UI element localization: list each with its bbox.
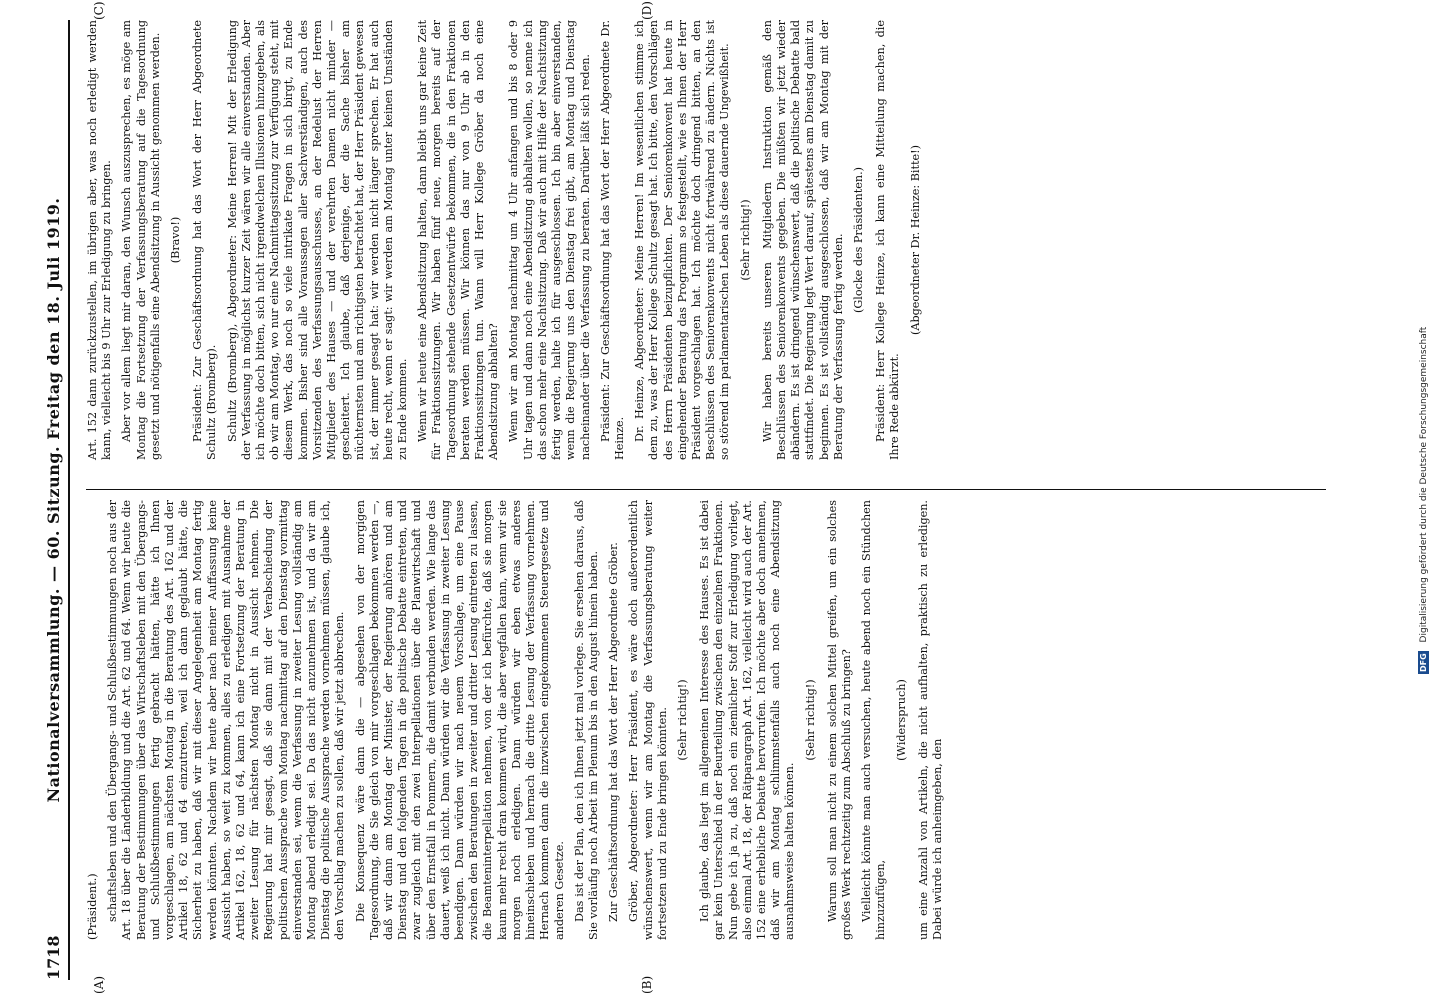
interjection: (Sehr richtig!) (803, 679, 817, 761)
paragraph: Dr. Heinze, Abgeordneter: Meine Herren! Im wesentlichen stimme ich dem zu, was der Herr Kollege Schultz gesagt hat. Ich bitte, den Vorschlägen des Herrn Präsidenten beizupflichten. Der Seniorenkonvent hat heute in eingehender Beratung das Programm so festgestellt, wie es Ihnen der Herr Präsident vorgeschlagen hat. Ich möchte doch dringend bitten, an den Beschlüssen des Seniorenkonvents nicht fortwährend zu ändern. Nichts ist so störend im parlamentarischen Leben als diese dauernde Ungewißheit. (633, 20, 732, 460)
paragraph: Aber vor allem liegt mir daran, den Wunsch auszusprechen, es möge am Montag die Fortsetzung der Verfassungsberatung auf die Tagesordnung gesetzt und nötigenfalls eine Abendsitzung in Aussicht genommen werden. (120, 20, 162, 460)
paragraph: Das ist der Plan, den ich Ihnen jetzt mal vorlege. Sie ersehen daraus, daß Sie vorläufig noch Arbeit im Plenum bis in den August hinein haben. (572, 500, 600, 940)
right-column (86, 20, 1326, 460)
paragraph: Präsident: Zur Geschäftsordnung hat das Wort der Herr Abgeordnete Schultz (Bromberg). (191, 20, 219, 460)
paragraph: Vielleicht könnte man auch versuchen, heute abend noch ein Stündchen hinzuzufügen, (860, 500, 888, 940)
margin-marker-c: (C) (92, 1, 106, 20)
interjection: (Bravo!) (169, 216, 183, 264)
paragraph: Ich glaube, das liegt im allgemeinen Interesse des Hauses. Es ist dabei gar kein Unterschied in der Beurteilung zwischen den einzelnen Fraktionen. Nun gebe ich ja zu, daß noch ein ziemlicher Stoff zur Erledigung vorliegt, also einmal Art. 18, der Rätparagraph Art. 162, vielleicht wird auch der Art. 152 eine erhebliche Debatte hervorrufen. Ich möchte aber doch annehmen, daß wir am Montag schlimmstenfalls auch noch eine Abendsitzung ausnahmsweise halten können. (698, 500, 797, 940)
left-column (86, 500, 1326, 940)
interjection: (Sehr richtig!) (675, 679, 689, 761)
header-rule (68, 20, 70, 980)
dfg-logo: DFG (1419, 652, 1428, 672)
page-title: Nationalversammlung. — 60. Sitzung. Freitag den 18. Juli 1919. (44, 197, 63, 803)
column-separator (86, 489, 1326, 490)
interjection: (Glocke des Präsidenten.) (851, 167, 865, 314)
paragraph: Die Konsequenz wäre dann die — abgesehen von der morgigen Tagesordnung, die Sie gleich von mir vorgeschlagen bekommen werden —, daß wir dann am Montag der Minister, der Regierung anhören und am Dienstag und den folgenden Tagen in die politische Debatte eintreten, und zwar zugleich mit den zwei Interpellationen über die Planwirtschaft und über den Ernstfall in Pommern, die damit verbunden werden. Wie lange das dauert, weiß ich nicht. Dann würden wir die Verfassung in zweiter Lesung beendigen. Dann würden wir nach neuem Vorschlage, um eine Pause zwischen den Beratungen in zweiter und dritter Lesung eintreten zu lassen, die Beamteninterpellation nehmen, von der ich befürchte, daß sie morgen kaum mehr recht dran kommen wird, die aber wegfallen kann, wenn wir sie morgen noch erledigen. Dann würden wir eben etwas anderes hineinschieben und hernach die dritte Lesung der Verfassung vornehmen. Hernach kommen dann die inzwischen eingekommenen Steuergesetze und anderen Gesetze. (353, 500, 566, 940)
paragraph: (Präsident.) (86, 873, 99, 940)
digitization-text: Digitalisierung gefördert durch die Deutsche Forschungsgemeinschaft (1419, 326, 1429, 643)
margin-marker-b: (B) (640, 975, 654, 994)
paragraph: Zur Geschäftsordnung hat das Wort der Herr Abgeordnete Gröber. (607, 542, 621, 922)
page-number: 1718 (44, 935, 63, 980)
paragraph: Schultz (Bromberg), Abgeordneter: Meine Herren! Mit der Erledigung der Verfassung in möglichst kurzer Zeit wären wir alle einverstanden. Aber ich möchte doch bitten, sich nicht irgendwelchen Illusionen hinzugeben, als ob wir am Montag, wo nur eine Nachmittagssitzung zur Verfügung steht, mit diesem Werk, das noch so viele intrikate Fragen in sich birgt, zu Ende kommen. Bisher sind alle Voraussagen aller Sachverständigen, auch des Vorsitzenden des Verfassungsausschusses, an der Redelust der Herren Mitglieder des Hauses — und der verehrten Damen nicht minder — gescheitert. Ich glaube, daß derjenige, der die Sache bisher am nüchternsten und am richtigsten betrachtet hat, der Herr Präsident gewesen ist, der immer gesagt hat: wir werden nicht länger sprechen. Er hat auch heute recht, wenn er sagt: wir werden am Montag unter keinen Umständen zu Ende kommen. (225, 20, 410, 460)
paragraph: Wenn wir am Montag nachmittag um 4 Uhr anfangen und bis 8 oder 9 Uhr tagen und dann noch eine Abendsitzung abhalten wollen, so nenne ich das schon mehr eine Nachtsitzung. Daß wir auch mit Hilfe der Nachtsitzung fertig werden, halte ich für ausgeschlossen. Ich bin aber einverstanden, wenn die Regierung uns den Dienstag frei gibt, am Montag und Dienstag nacheinander über die Verfassung zu beraten. Darüber läßt sich reden. (507, 20, 592, 460)
paragraph: Präsident: Zur Geschäftsordnung hat das Wort der Herr Abgeordnete Dr. Heinze. (598, 20, 626, 460)
paragraph: Wir haben bereits unseren Mitgliedern Instruktion gemäß den Beschlüssen des Seniorenkonvents gegeben. Die müßten wir jetzt wieder abändern. Es ist dringend wünschenswert, daß die politische Debatte bald stattfindet. Die Regierung legt Wert darauf, spätestens am Dienstag damit zu beginnen. Es ist vollständig ausgeschlossen, daß wir am Montag mit der Beratung der Verfassung fertig werden. (760, 20, 845, 460)
margin-marker-d: (D) (640, 1, 654, 20)
digitization-note (1418, 10, 1434, 990)
paragraph: Präsident: Herr Kollege Heinze, ich kann eine Mitteilung machen, die Ihre Rede abkürzt. (874, 20, 902, 460)
paragraph: Art. 152 dann zurückzustellen, im übrigen aber, was noch erledigt werden kann, vielleicht bis 9 Uhr zur Erledigung zu bringen. (86, 20, 114, 460)
interjection: (Widerspruch) (894, 679, 908, 761)
page-header (40, 0, 76, 1000)
paragraph: Wenn wir heute eine Abendsitzung halten, dann bleibt uns gar keine Zeit für Fraktionssitzungen. Wir haben fünf neue, morgen bereits auf der Tagesordnung stehende Gesetzentwürfe bekommen, die in den Fraktionen beraten werden müssen. Wir können das nur von 9 Uhr ab in den Fraktionssitzungen tun. Wann will Herr Kollege Gröber da noch eine Abendsitzung abhalten? (416, 20, 501, 460)
interjection: (Sehr richtig!) (738, 199, 752, 281)
paragraph: um eine Anzahl von Artikeln, die nicht aufhalten, praktisch zu erledigen. Dabei würde ich anheimgeben, den (916, 500, 944, 940)
paragraph: schaftsleben und den Übergangs- und Schlußbestimmungen noch aus der Art. 18 über die Länderbildung und die Art. 62 und 64. Wenn wir heute die Beratung der Bestimmungen über das Wirtschaftsleben mit den Übergangs- und Schlußbestimmungen fertig gebracht hätten, hätte ich Ihnen vorgeschlagen, am nächsten Montag in die Beratung des Art. 162 und der Artikel 18, 62 und 64 einzutreten, weil ich dann geglaubt hätte, die Sicherheit zu haben, daß wir mit dieser Angelegenheit am Montag fertig werden könnten. Nachdem wir heute aber nach meiner Auffassung keine Aussicht haben, so weit zu kommen, alles zu erledigen mit Ausnahme der Artikel 162, 18, 62 und 64, kann ich eine Fortsetzung der Beratung in zweiter Lesung für nächsten Montag nicht in Aussicht nehmen. Die Regierung hat mir gesagt, daß sie dann mit der Verabschiedung der politischen Aussprache vom Montag nachmittag auf den Dienstag vormittag einverstanden sei, wenn die Verfassung in zweiter Lesung vollständig am Montag abend erledigt sei. Da das nicht anzunehmen ist, und da wir am Dienstag die politische Aussprache werden vornehmen müssen, glaube ich, den Vorschlag machen zu sollen, daß wir jetzt abbrechen. (106, 500, 347, 940)
interjection: (Abgeordneter Dr. Heinze: Bitte!) (908, 145, 922, 335)
paragraph: Warum soll man nicht zu einem solchen Mittel greifen, um ein solches großes Werk rechtzeitig zum Abschluß zu bringen? (825, 500, 853, 940)
margin-marker-a: (A) (92, 975, 106, 994)
paragraph: Gröber, Abgeordneter: Herr Präsident, es wäre doch außerordentlich wünschenswert, wenn wir am Montag die Verfassungsberatung weiter fortsetzen und zu Ende bringen könnten. (627, 500, 669, 940)
